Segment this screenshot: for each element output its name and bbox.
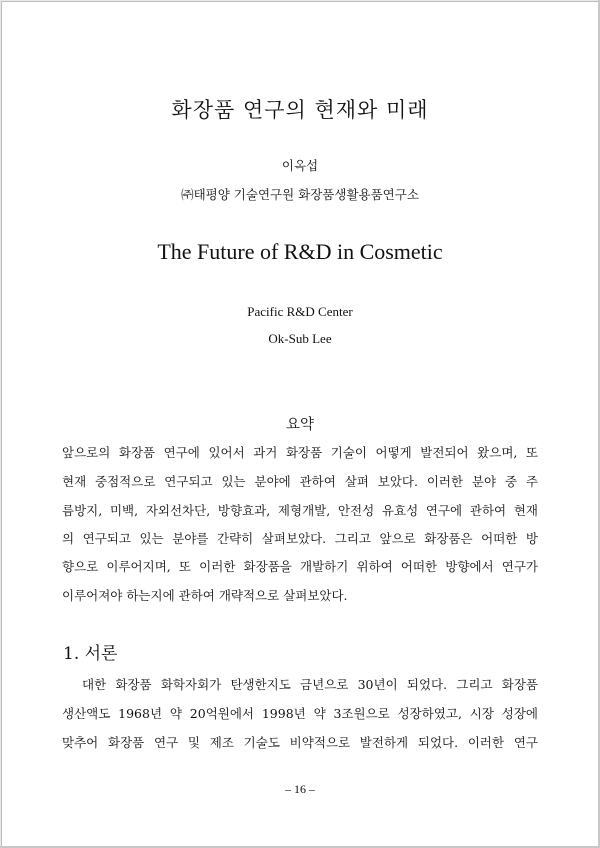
section-heading-introduction: 1. 서론 (63, 644, 118, 664)
abstract-line: 앞으로의 화장품 연구에 있어서 과거 화장품 기술이 어떻게 발전되어 왔으며, 또 (62, 445, 538, 460)
body-line: 대한 화장품 화학자회가 탄생한지도 금년으로 30년이 되었다. 그리고 화장품 (82, 677, 538, 692)
abstract-line: 향으로 이루어지며, 또 이러한 화장품을 개발하기 위하여 어떠한 방향에서 연구가 (62, 559, 538, 574)
document-page (1, 1, 599, 848)
paper-title-korean: 화장품 연구의 현재와 미래 (171, 98, 429, 122)
paper-title-english: The Future of R&D in Cosmetic (157, 239, 443, 264)
abstract-line: 의 연구되고 있는 분야를 간략히 살펴보았다. 그리고 앞으로 화장품은 어떠한 방 (62, 531, 538, 546)
author-name-english: Ok-Sub Lee (268, 331, 332, 346)
page-number: – 16 – (285, 782, 315, 796)
abstract-line: 현재 중점적으로 연구되고 있는 분야에 관하여 살펴 보았다. 이러한 분야 중 주 (62, 474, 538, 489)
abstract-line: 름방지, 미백, 자외선차단, 방향효과, 제형개발, 안전성 유효성 연구에 관하여 현재 (62, 503, 538, 518)
abstract-line: 이루어져야 하는지에 관하여 개략적으로 살펴보았다. (62, 588, 348, 603)
affiliation-english: Pacific R&D Center (247, 304, 353, 319)
author-name-korean: 이옥섭 (281, 158, 319, 173)
affiliation-korean: ㈜태평양 기술연구원 화장품생활용품연구소 (181, 187, 419, 202)
body-line: 생산액도 1968년 약 20억원에서 1998년 약 3조원으로 성장하였고, 시장 성장에 (62, 706, 538, 721)
body-line: 맞추어 화장품 연구 및 제조 기술도 비약적으로 발전하게 되었다. 이러한 연구 (62, 735, 538, 750)
abstract-heading: 요약 (285, 417, 314, 433)
